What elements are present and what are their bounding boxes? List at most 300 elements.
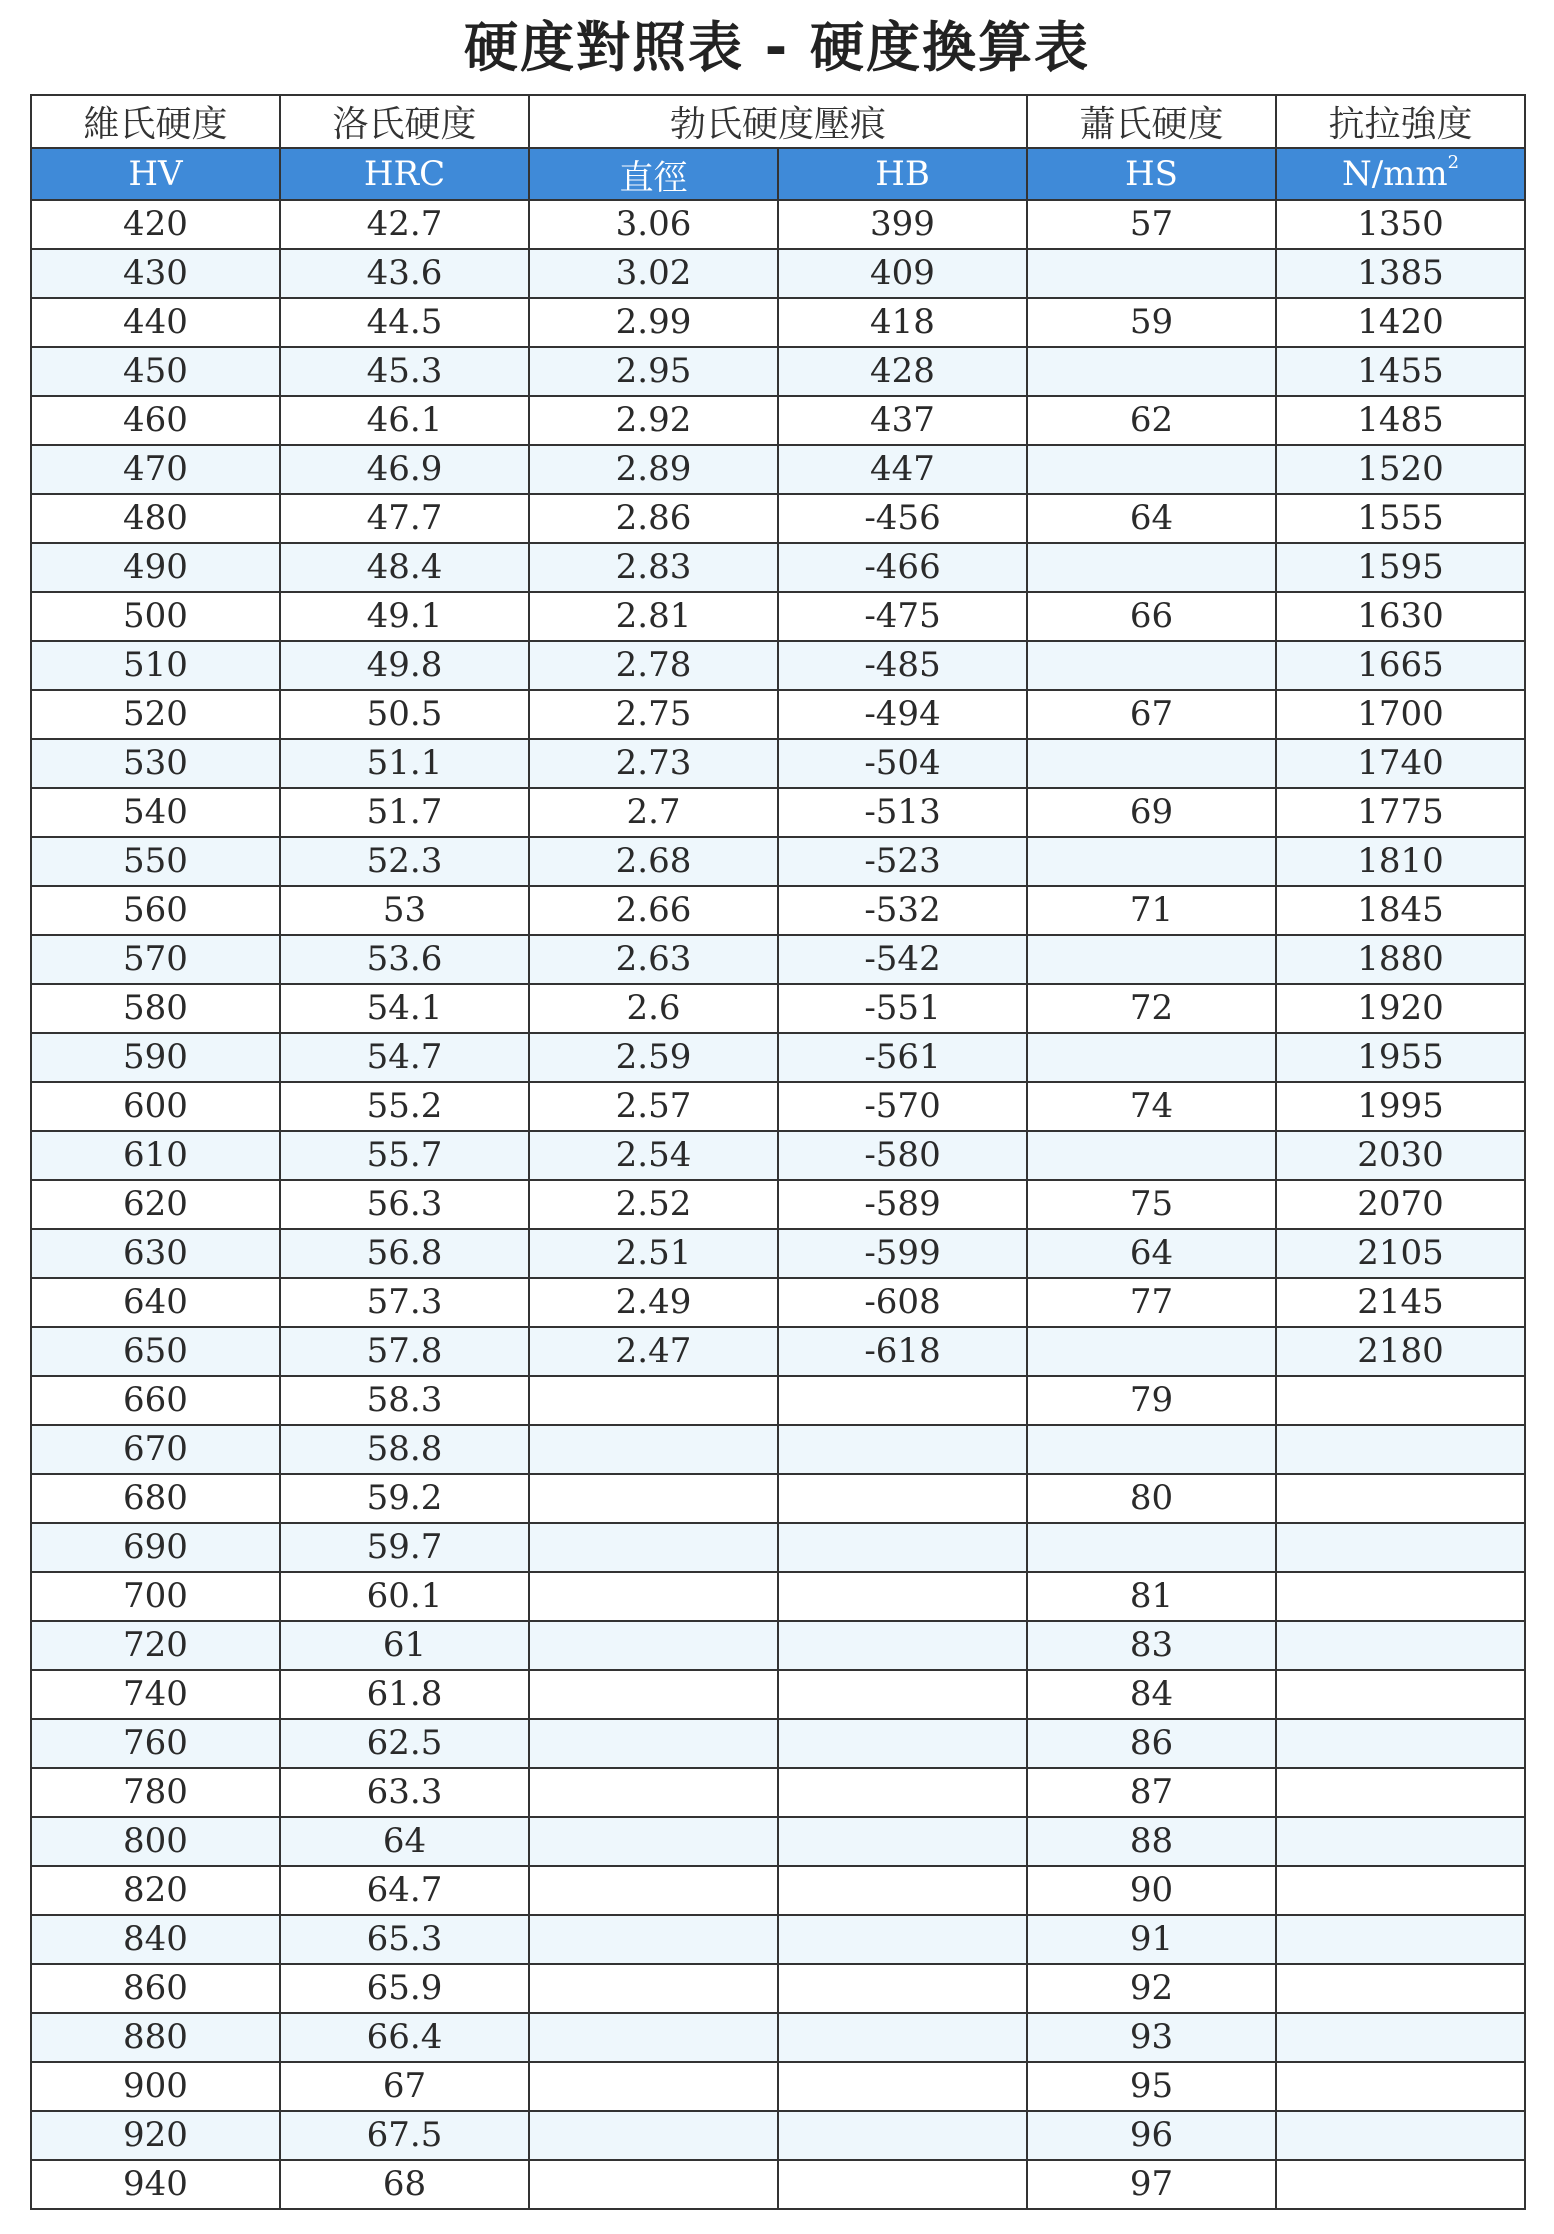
table-row [31, 1131, 1525, 1180]
hv-cell: 530 [31, 739, 280, 788]
hv-cell: 540 [31, 788, 280, 837]
tensile-cell [1276, 1474, 1525, 1523]
tensile-cell: 2030 [1276, 1131, 1525, 1180]
unit-header-hs: HS [1027, 148, 1276, 200]
tensile-cell: 1740 [1276, 739, 1525, 788]
hb-cell: 409 [778, 249, 1027, 298]
hb-cell: -589 [778, 1180, 1027, 1229]
hv-cell: 880 [31, 2013, 280, 2062]
hrc-cell: 48.4 [280, 543, 529, 592]
hs-cell: 81 [1027, 1572, 1276, 1621]
diameter-cell [529, 1817, 778, 1866]
tensile-cell [1276, 1964, 1525, 2013]
unit-label-n-per-mm: N/mm [1341, 154, 1448, 194]
hv-cell: 490 [31, 543, 280, 592]
hrc-cell: 49.8 [280, 641, 529, 690]
tensile-cell [1276, 2160, 1525, 2209]
tensile-cell: 1350 [1276, 200, 1525, 249]
tensile-cell [1276, 2013, 1525, 2062]
hs-cell: 66 [1027, 592, 1276, 641]
tensile-cell: 1385 [1276, 249, 1525, 298]
hb-cell: -561 [778, 1033, 1027, 1082]
tensile-cell [1276, 1915, 1525, 1964]
hv-cell: 740 [31, 1670, 280, 1719]
tensile-cell: 2105 [1276, 1229, 1525, 1278]
hb-cell: -570 [778, 1082, 1027, 1131]
diameter-cell: 2.52 [529, 1180, 778, 1229]
hrc-cell: 62.5 [280, 1719, 529, 1768]
table-row [31, 1964, 1525, 2013]
hrc-cell: 58.3 [280, 1376, 529, 1425]
hrc-cell: 67 [280, 2062, 529, 2111]
hs-cell: 80 [1027, 1474, 1276, 1523]
hv-cell: 760 [31, 1719, 280, 1768]
tensile-cell: 1995 [1276, 1082, 1525, 1131]
hs-cell: 83 [1027, 1621, 1276, 1670]
hs-cell [1027, 1033, 1276, 1082]
table-row [31, 1180, 1525, 1229]
hb-cell: 399 [778, 200, 1027, 249]
hv-cell: 680 [31, 1474, 280, 1523]
table-row [31, 641, 1525, 690]
tensile-cell: 2070 [1276, 1180, 1525, 1229]
hrc-cell: 63.3 [280, 1768, 529, 1817]
unit-header-diameter: 直徑 [529, 148, 778, 200]
table-row [31, 298, 1525, 347]
unit-header-row [31, 148, 1525, 200]
hb-cell: -580 [778, 1131, 1027, 1180]
hv-cell: 660 [31, 1376, 280, 1425]
header-rockwell-hardness: 洛氏硬度 [280, 95, 529, 148]
tensile-cell: 1420 [1276, 298, 1525, 347]
table-row [31, 543, 1525, 592]
table-row [31, 249, 1525, 298]
hv-cell: 590 [31, 1033, 280, 1082]
diameter-cell: 2.73 [529, 739, 778, 788]
tensile-cell [1276, 1670, 1525, 1719]
diameter-cell [529, 1621, 778, 1670]
table-row [31, 396, 1525, 445]
table-row [31, 1229, 1525, 1278]
diameter-cell: 2.66 [529, 886, 778, 935]
diameter-cell: 2.78 [529, 641, 778, 690]
hs-cell: 64 [1027, 1229, 1276, 1278]
diameter-cell [529, 1425, 778, 1474]
hb-cell: -456 [778, 494, 1027, 543]
tensile-cell: 1595 [1276, 543, 1525, 592]
hv-cell: 550 [31, 837, 280, 886]
hv-cell: 900 [31, 2062, 280, 2111]
hrc-cell: 54.7 [280, 1033, 529, 1082]
hv-cell: 620 [31, 1180, 280, 1229]
diameter-cell [529, 1572, 778, 1621]
hs-cell: 77 [1027, 1278, 1276, 1327]
hb-cell: -532 [778, 886, 1027, 935]
hb-cell [778, 2160, 1027, 2209]
hb-cell: 428 [778, 347, 1027, 396]
hs-cell: 67 [1027, 690, 1276, 739]
hb-cell: -523 [778, 837, 1027, 886]
unit-header-tensile [1276, 148, 1525, 200]
header-brinell-indentation: 勃氏硬度壓痕 [529, 95, 1027, 148]
page-title: 硬度對照表 - 硬度換算表 [463, 16, 1090, 79]
hv-cell: 570 [31, 935, 280, 984]
hrc-cell: 59.2 [280, 1474, 529, 1523]
hrc-cell: 54.1 [280, 984, 529, 1033]
hs-cell: 93 [1027, 2013, 1276, 2062]
hb-cell [778, 2062, 1027, 2111]
hv-cell: 470 [31, 445, 280, 494]
hrc-cell: 61.8 [280, 1670, 529, 1719]
hb-cell [778, 1768, 1027, 1817]
hrc-cell: 51.1 [280, 739, 529, 788]
hv-cell: 690 [31, 1523, 280, 1572]
hrc-cell: 61 [280, 1621, 529, 1670]
hs-cell: 69 [1027, 788, 1276, 837]
hrc-cell: 46.1 [280, 396, 529, 445]
hrc-cell: 65.3 [280, 1915, 529, 1964]
table-row [31, 837, 1525, 886]
hb-cell [778, 1670, 1027, 1719]
table-row [31, 886, 1525, 935]
hs-cell [1027, 641, 1276, 690]
diameter-cell: 2.63 [529, 935, 778, 984]
tensile-cell: 1955 [1276, 1033, 1525, 1082]
hs-cell [1027, 249, 1276, 298]
hv-cell: 560 [31, 886, 280, 935]
unit-header-hv: HV [31, 148, 280, 200]
tensile-cell [1276, 1621, 1525, 1670]
tensile-cell [1276, 1572, 1525, 1621]
hv-cell: 780 [31, 1768, 280, 1817]
hv-cell: 440 [31, 298, 280, 347]
hb-cell: -494 [778, 690, 1027, 739]
hb-cell [778, 2111, 1027, 2160]
table-row [31, 1327, 1525, 1376]
table-row [31, 1474, 1525, 1523]
diameter-cell: 2.89 [529, 445, 778, 494]
hrc-cell: 43.6 [280, 249, 529, 298]
tensile-cell [1276, 1768, 1525, 1817]
table-row [31, 984, 1525, 1033]
table-row [31, 739, 1525, 788]
hb-cell [778, 1817, 1027, 1866]
hs-cell: 84 [1027, 1670, 1276, 1719]
hb-cell [778, 1425, 1027, 1474]
hrc-cell: 47.7 [280, 494, 529, 543]
hb-cell [778, 1915, 1027, 1964]
hb-cell [778, 1866, 1027, 1915]
diameter-cell: 3.02 [529, 249, 778, 298]
table-row [31, 1719, 1525, 1768]
table-row [31, 347, 1525, 396]
table-row [31, 1523, 1525, 1572]
tensile-cell: 1880 [1276, 935, 1525, 984]
table-row [31, 1866, 1525, 1915]
diameter-cell [529, 1670, 778, 1719]
hrc-cell: 56.3 [280, 1180, 529, 1229]
hb-cell: -608 [778, 1278, 1027, 1327]
diameter-cell: 2.81 [529, 592, 778, 641]
hv-cell: 650 [31, 1327, 280, 1376]
diameter-cell: 2.57 [529, 1082, 778, 1131]
diameter-cell: 2.95 [529, 347, 778, 396]
hv-cell: 670 [31, 1425, 280, 1474]
hrc-cell: 57.3 [280, 1278, 529, 1327]
tensile-cell: 1485 [1276, 396, 1525, 445]
hrc-cell: 64 [280, 1817, 529, 1866]
tensile-cell: 1700 [1276, 690, 1525, 739]
table-row [31, 2111, 1525, 2160]
hb-cell: -504 [778, 739, 1027, 788]
table-row [31, 935, 1525, 984]
hv-cell: 600 [31, 1082, 280, 1131]
diameter-cell [529, 1523, 778, 1572]
diameter-cell: 2.75 [529, 690, 778, 739]
diameter-cell [529, 1768, 778, 1817]
tensile-cell: 1455 [1276, 347, 1525, 396]
hv-cell: 700 [31, 1572, 280, 1621]
hv-cell: 430 [31, 249, 280, 298]
hs-cell [1027, 739, 1276, 788]
table-row [31, 1082, 1525, 1131]
hs-cell [1027, 347, 1276, 396]
hb-cell [778, 1719, 1027, 1768]
hb-cell: -618 [778, 1327, 1027, 1376]
hb-cell: -542 [778, 935, 1027, 984]
hrc-cell: 50.5 [280, 690, 529, 739]
table-row [31, 690, 1525, 739]
hrc-cell: 65.9 [280, 1964, 529, 2013]
table-row [31, 592, 1525, 641]
tensile-cell: 1775 [1276, 788, 1525, 837]
table-body [31, 200, 1525, 2209]
diameter-cell [529, 1964, 778, 2013]
hb-cell [778, 1376, 1027, 1425]
hs-cell: 59 [1027, 298, 1276, 347]
tensile-cell [1276, 1719, 1525, 1768]
tensile-cell [1276, 2062, 1525, 2111]
hs-cell: 91 [1027, 1915, 1276, 1964]
hrc-cell: 44.5 [280, 298, 529, 347]
hs-cell: 96 [1027, 2111, 1276, 2160]
tensile-cell: 1555 [1276, 494, 1525, 543]
hs-cell: 72 [1027, 984, 1276, 1033]
tensile-cell: 1665 [1276, 641, 1525, 690]
diameter-cell [529, 2111, 778, 2160]
hs-cell [1027, 837, 1276, 886]
tensile-cell [1276, 1817, 1525, 1866]
diameter-cell: 2.6 [529, 984, 778, 1033]
table-row [31, 1817, 1525, 1866]
hs-cell: 64 [1027, 494, 1276, 543]
hs-cell [1027, 1523, 1276, 1572]
table-row [31, 2013, 1525, 2062]
table-row [31, 1425, 1525, 1474]
hrc-cell: 53.6 [280, 935, 529, 984]
hs-cell: 74 [1027, 1082, 1276, 1131]
tensile-cell: 1630 [1276, 592, 1525, 641]
hs-cell: 97 [1027, 2160, 1276, 2209]
hrc-cell: 57.8 [280, 1327, 529, 1376]
hs-cell [1027, 1327, 1276, 1376]
unit-superscript: 2 [1447, 152, 1460, 173]
hv-cell: 800 [31, 1817, 280, 1866]
hb-cell: -551 [778, 984, 1027, 1033]
hv-cell: 720 [31, 1621, 280, 1670]
hv-cell: 420 [31, 200, 280, 249]
hv-cell: 520 [31, 690, 280, 739]
hrc-cell: 64.7 [280, 1866, 529, 1915]
tensile-cell: 2145 [1276, 1278, 1525, 1327]
hrc-cell: 58.8 [280, 1425, 529, 1474]
hardness-conversion-table [30, 94, 1526, 2210]
hb-cell: 437 [778, 396, 1027, 445]
hb-cell: -475 [778, 592, 1027, 641]
header-shore-hardness: 蕭氏硬度 [1027, 95, 1276, 148]
table-row [31, 1033, 1525, 1082]
hs-cell: 88 [1027, 1817, 1276, 1866]
hrc-cell: 68 [280, 2160, 529, 2209]
hb-cell [778, 1572, 1027, 1621]
hv-cell: 510 [31, 641, 280, 690]
table-row [31, 1768, 1525, 1817]
hv-cell: 820 [31, 1866, 280, 1915]
hrc-cell: 52.3 [280, 837, 529, 886]
hv-cell: 500 [31, 592, 280, 641]
tensile-cell [1276, 1425, 1525, 1474]
hs-cell: 95 [1027, 2062, 1276, 2111]
hs-cell: 57 [1027, 200, 1276, 249]
table-row [31, 1621, 1525, 1670]
diameter-cell [529, 1719, 778, 1768]
tensile-cell [1276, 2111, 1525, 2160]
diameter-cell [529, 1376, 778, 1425]
group-header-row [31, 95, 1525, 148]
hs-cell: 71 [1027, 886, 1276, 935]
table-row [31, 2062, 1525, 2111]
unit-header-hrc: HRC [280, 148, 529, 200]
hrc-cell: 55.7 [280, 1131, 529, 1180]
tensile-cell: 1845 [1276, 886, 1525, 935]
hs-cell [1027, 1131, 1276, 1180]
hv-cell: 450 [31, 347, 280, 396]
table-row [31, 1572, 1525, 1621]
hs-cell: 87 [1027, 1768, 1276, 1817]
unit-header-hb: HB [778, 148, 1027, 200]
hs-cell: 75 [1027, 1180, 1276, 1229]
diameter-cell: 2.86 [529, 494, 778, 543]
tensile-cell [1276, 1376, 1525, 1425]
table-row [31, 1278, 1525, 1327]
hrc-cell: 49.1 [280, 592, 529, 641]
hs-cell: 79 [1027, 1376, 1276, 1425]
hv-cell: 630 [31, 1229, 280, 1278]
diameter-cell [529, 1915, 778, 1964]
hb-cell [778, 1474, 1027, 1523]
hb-cell [778, 2013, 1027, 2062]
table-row [31, 1670, 1525, 1719]
diameter-cell [529, 1474, 778, 1523]
hrc-cell: 66.4 [280, 2013, 529, 2062]
diameter-cell: 2.59 [529, 1033, 778, 1082]
hv-cell: 640 [31, 1278, 280, 1327]
hs-cell [1027, 543, 1276, 592]
hs-cell [1027, 935, 1276, 984]
hv-cell: 840 [31, 1915, 280, 1964]
diameter-cell: 2.7 [529, 788, 778, 837]
hrc-cell: 59.7 [280, 1523, 529, 1572]
tensile-cell: 1920 [1276, 984, 1525, 1033]
header-vickers-hardness: 維氏硬度 [31, 95, 280, 148]
diameter-cell: 2.54 [529, 1131, 778, 1180]
diameter-cell [529, 1866, 778, 1915]
hs-cell: 62 [1027, 396, 1276, 445]
table-row [31, 494, 1525, 543]
table-row [31, 788, 1525, 837]
tensile-cell: 1520 [1276, 445, 1525, 494]
hb-cell: -599 [778, 1229, 1027, 1278]
tensile-cell: 2180 [1276, 1327, 1525, 1376]
hb-cell [778, 1964, 1027, 2013]
hv-cell: 940 [31, 2160, 280, 2209]
diameter-cell: 2.49 [529, 1278, 778, 1327]
hrc-cell: 55.2 [280, 1082, 529, 1131]
diameter-cell [529, 2013, 778, 2062]
diameter-cell: 3.06 [529, 200, 778, 249]
tensile-cell [1276, 1866, 1525, 1915]
hb-cell: 447 [778, 445, 1027, 494]
hrc-cell: 56.8 [280, 1229, 529, 1278]
hrc-cell: 45.3 [280, 347, 529, 396]
hv-cell: 920 [31, 2111, 280, 2160]
diameter-cell [529, 2062, 778, 2111]
table-row [31, 445, 1525, 494]
hb-cell: -485 [778, 641, 1027, 690]
hb-cell: -466 [778, 543, 1027, 592]
hv-cell: 610 [31, 1131, 280, 1180]
tensile-cell: 1810 [1276, 837, 1525, 886]
diameter-cell: 2.68 [529, 837, 778, 886]
table-row [31, 2160, 1525, 2209]
header-tensile-strength: 抗拉強度 [1276, 95, 1525, 148]
hv-cell: 580 [31, 984, 280, 1033]
table-row [31, 200, 1525, 249]
hrc-cell: 42.7 [280, 200, 529, 249]
table-row [31, 1376, 1525, 1425]
hv-cell: 860 [31, 1964, 280, 2013]
hs-cell [1027, 445, 1276, 494]
diameter-cell: 2.51 [529, 1229, 778, 1278]
diameter-cell: 2.47 [529, 1327, 778, 1376]
hrc-cell: 67.5 [280, 2111, 529, 2160]
diameter-cell: 2.83 [529, 543, 778, 592]
hrc-cell: 46.9 [280, 445, 529, 494]
hrc-cell: 60.1 [280, 1572, 529, 1621]
diameter-cell: 2.99 [529, 298, 778, 347]
hb-cell [778, 1523, 1027, 1572]
hs-cell: 92 [1027, 1964, 1276, 2013]
hs-cell [1027, 1425, 1276, 1474]
hrc-cell: 53 [280, 886, 529, 935]
hv-cell: 480 [31, 494, 280, 543]
tensile-cell [1276, 1523, 1525, 1572]
hv-cell: 460 [31, 396, 280, 445]
hs-cell: 90 [1027, 1866, 1276, 1915]
hs-cell: 86 [1027, 1719, 1276, 1768]
hb-cell: -513 [778, 788, 1027, 837]
hb-cell: 418 [778, 298, 1027, 347]
